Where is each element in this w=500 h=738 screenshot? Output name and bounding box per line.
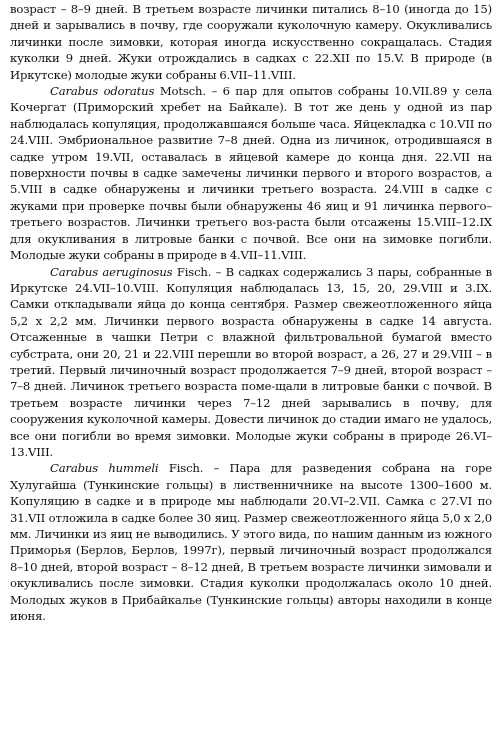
paragraph-text: Motsch. – 6 пар для опытов собраны 10.VII.89 у села Кочергат (Приморский хребет на Байкале). В тот же день у одной из пар наблюдалась копуляция, продолжавшаяся больше часа. Яйцекладка с 10.VII по 24.VIII. Эмбриональное развитие 7–8 дней. Одна из личинок, отродившаяся в садке утром 19.VII, оставалась в яйцевой камере до конца дня. 22.VII на поверхности почвы в садке замечены личинки первого и второго возрастов, а 5.VIII в садке обнаружены и личинки третьего возраста. 24.VIII в садке с жуками при проверке почвы были обнаружены 46 яиц и 91 личинка первого–третьего возрастов. Личинки третьего воз-раста были отсажены 15.VIII–12.IX для окукливания в литровые банки с почвой. Все они на зимовке погибли. Молодые жуки собраны в природе в 4.VII–11.VIII. xyxy=(10,84,492,263)
species-name: Carabus odoratus xyxy=(50,84,155,99)
paragraph-text: Fisch. – Пара для разведения собрана на горе Хулугайша (Тункинские гольцы) в лиственничнике на высоте 1300–1600 м. Копуляцию в садке и в природе мы наблюдали 20.VI–2.VII. Самка с 27.VI по 31.VII отложила в садке более 30 яиц. Размер свежеотложенного яйца 5,0 х 2,0 мм. Личинки из яиц не выводились. У этого вида, по нашим данным из южного Приморья (Берлов, Берлов, 1997г), первый личиночный возраст продолжался 8–10 дней, второй возраст – 8–12 дней, В третьем возрасте личинки зимовали и окукливались после зимовки. Стадия куколки продолжалась около 10 дней. Молодых жуков в Прибайкалье (Тункинские гольцы) авторы находили в конце июня. xyxy=(10,461,492,624)
paragraph-text: возраст – 8–9 дней. В третьем возрасте личинки питались 8–10 (иногда до 15) дней и зарывались в почву, где сооружали куколочную камеру. Окукливались личинки после зимовки, которая иногда искусственно сокращалась. Стадия куколки 9 дней. Жуки отрождались в садках с 22.XII по 15.V. В природе (в Иркутске) молодые жуки собраны 6.VII–11.VIII. xyxy=(10,2,492,82)
paragraph-carabus-aeruginosus xyxy=(10,264,492,461)
paragraph-carabus-hummeli xyxy=(10,460,492,624)
paragraph-carabus-odoratus xyxy=(10,83,492,263)
paragraph-text: Fisch. – В садках содержались 3 пары, собранные в Иркутске 24.VII–10.VIII. Копуляция наблюдалась 13, 15, 20, 29.VIII и 3.IX. Самки откладывали яйца до конца сентября. Размер свежеотложенного яйца 5,2 х 2,2 мм. Личинки первого возраста обнаружены в садке 14 августа. Отсаженные в чашки Петри с влажной фильтровальной бумагой вместо субстрата, они 20, 21 и 22.VIII перешли во второй возраст, а 26, 27 и 29.VIII – в третий. Первый личиночный возраст продолжается 7–9 дней, второй возраст – 7–8 дней. Личинок третьего возраста поме-щали в литровые банки с почвой. В третьем возрасте личинки через 7–12 дней зарывались в почву, для сооружения куколочной камеры. Довести личинок до стадии имаго не удалось, все они погибли во время зимовки. Молодые жуки собраны в природе 26.VI–13.VIII. xyxy=(10,264,492,459)
species-name: Carabus hummeli xyxy=(50,461,159,476)
species-name: Carabus aeruginosus xyxy=(50,264,173,279)
paragraph-development-continued xyxy=(10,1,492,83)
